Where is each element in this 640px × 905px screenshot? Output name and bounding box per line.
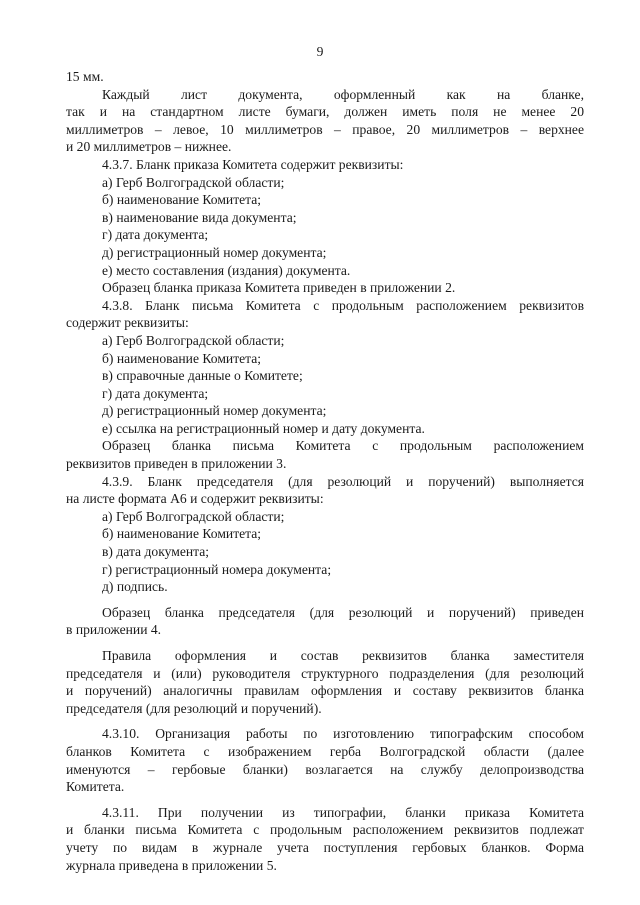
text-line: миллиметров – левое, 10 миллиметров – правое, 20 миллиметров – верхнее: [66, 121, 584, 137]
list-item: г) дата документа;: [102, 227, 209, 243]
text-line: и бланки письма Комитета с продольным расположением реквизитов подлежат: [66, 822, 584, 838]
list-item: е) место составления (издания) документа.: [102, 262, 351, 278]
text-line: председателя и (или) руководителя структурного подразделения (для резолюций: [66, 665, 584, 681]
list-item: а) Герб Волгоградской области;: [102, 332, 285, 348]
text-line: и 20 миллиметров – нижнее.: [66, 139, 232, 155]
list-item: г) дата документа;: [102, 385, 209, 401]
text-line: в приложении 4.: [66, 622, 162, 638]
text-line: так и на стандартном листе бумаги, должен иметь поля не менее 20: [66, 104, 584, 120]
text-line: на листе формата А6 и содержит реквизиты:: [66, 491, 324, 507]
text-line: и поручений) аналогичны правилам оформления и составу реквизитов бланка: [66, 683, 584, 699]
list-item: д) подпись.: [102, 579, 168, 595]
list-item: б) наименование Комитета;: [102, 350, 262, 366]
text-line: учету по видам в журнале учета поступления гербовых бланков. Форма: [66, 839, 584, 855]
list-item: е) ссылка на регистрационный номер и дату документа.: [102, 420, 425, 436]
text-line: Образец бланка председателя (для резолюций и поручений) приведен: [102, 604, 584, 620]
text-line: содержит реквизиты:: [66, 315, 189, 331]
section-4-3-9-heading: 4.3.9. Бланк председателя (для резолюций и поручений) выполняется: [102, 473, 584, 489]
list-item: б) наименование Комитета;: [102, 192, 262, 208]
list-item: в) справочные данные о Комитете;: [102, 368, 303, 384]
list-item: а) Герб Волгоградской области;: [102, 508, 285, 524]
document-body: [66, 68, 584, 874]
text-line: председателя (для резолюций и поручений).: [66, 700, 322, 716]
list-item: г) регистрационный номера документа;: [102, 561, 332, 577]
text-line: именуются – гербовые бланки) возлагается на службу делопроизводства: [66, 761, 584, 777]
text-line: 15 мм.: [66, 69, 104, 84]
list-item: а) Герб Волгоградской области;: [102, 174, 285, 190]
list-item: в) наименование вида документа;: [102, 209, 297, 225]
text-line: бланков Комитета с изображением герба Волгоградской области (далее: [66, 743, 584, 759]
section-4-3-11-heading: 4.3.11. При получении из типографии, бланки приказа Комитета: [102, 804, 584, 820]
list-item: в) дата документа;: [102, 544, 210, 560]
section-4-3-10-heading: 4.3.10. Организация работы по изготовлению типографским способом: [102, 726, 584, 742]
section-4-3-7-heading: 4.3.7. Бланк приказа Комитета содержит реквизиты:: [102, 156, 404, 172]
text-line: Правила оформления и состав реквизитов бланка заместителя: [102, 648, 584, 663]
text-line: реквизитов приведен в приложении 3.: [66, 456, 287, 472]
text-line: журнала приведена в приложении 5.: [66, 857, 277, 873]
text-line: Образец бланка письма Комитета с продольным расположением: [102, 438, 584, 454]
text-line: Образец бланка приказа Комитета приведен в приложении 2.: [102, 280, 456, 296]
page-number: 9: [316, 44, 324, 59]
text-line: Каждый лист документа, оформленный как на бланке,: [102, 86, 584, 102]
list-item: д) регистрационный номер документа;: [102, 244, 327, 260]
text-line: Комитета.: [66, 779, 125, 795]
list-item: д) регистрационный номер документа;: [102, 403, 327, 419]
section-4-3-8-heading: 4.3.8. Бланк письма Комитета с продольным расположением реквизитов: [102, 297, 584, 313]
list-item: б) наименование Комитета;: [102, 526, 262, 542]
